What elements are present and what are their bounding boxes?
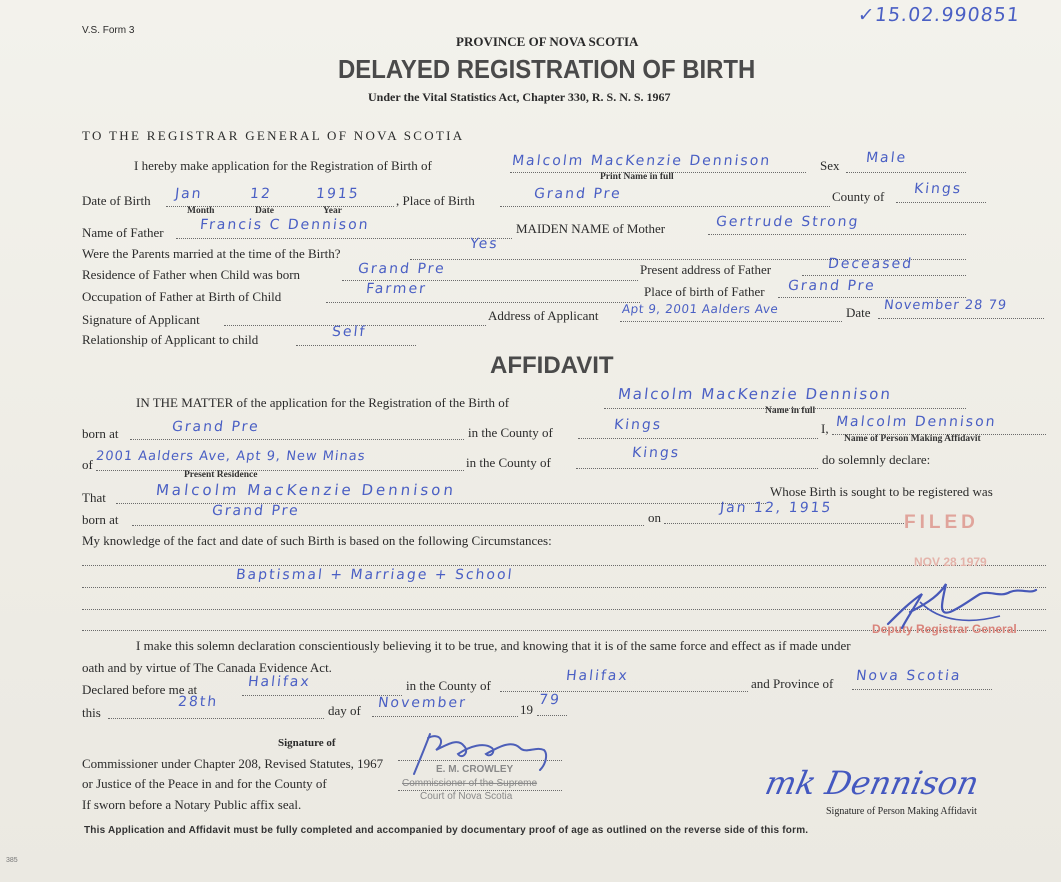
- father-pob-label: Place of birth of Father: [644, 284, 765, 299]
- day-of-label: day of: [328, 703, 361, 718]
- registrar-signature-icon: [880, 572, 1040, 636]
- affiant-signature: mk Dennison: [761, 764, 983, 802]
- registrar-address: TO THE REGISTRAR GENERAL OF NOVA SCOTIA: [82, 128, 465, 143]
- mother-line: [708, 234, 966, 235]
- province-field: Nova Scotia: [855, 668, 963, 684]
- born-at-line: [130, 439, 464, 440]
- residence2-field: 2001 Aalders Ave, Apt 9, New Minas: [95, 449, 367, 464]
- applicant-address-line: [620, 321, 842, 322]
- occupation-line: [326, 302, 640, 303]
- page-subtitle: Under the Vital Statistics Act, Chapter 330, R. S. N. S. 1967: [368, 90, 671, 104]
- relationship-line: [296, 345, 416, 346]
- married-label: Were the Parents married at the time of the Birth?: [82, 246, 341, 261]
- commissioner-stamp-court: Court of Nova Scotia: [420, 791, 513, 802]
- county-label: County of: [832, 189, 885, 204]
- registration-number: ✓15.02.990851: [856, 4, 1022, 26]
- notary-text: If sworn before a Notary Public affix seal.: [82, 797, 302, 812]
- date-caption: Date: [255, 206, 274, 216]
- affiant-i-label: I,: [821, 421, 829, 436]
- born-at2-line: [132, 525, 644, 526]
- pob-field: Grand Pre: [533, 186, 623, 202]
- mother-label: MAIDEN NAME of Mother: [516, 221, 666, 236]
- born-at-label: born at: [82, 426, 119, 441]
- affiant-signature-caption: Signature of Person Making Affidavit: [826, 806, 977, 817]
- commissioner-text: Commissioner under Chapter 208, Revised Statutes, 1967: [82, 756, 384, 771]
- commissioner-stamp-name: E. M. CROWLEY: [436, 764, 514, 775]
- month-field: November: [377, 695, 468, 711]
- on-field: Jan 12, 1915: [719, 500, 834, 516]
- matter-name-caption: Name in full: [765, 406, 816, 416]
- present-address-line: [802, 275, 966, 276]
- present-address-label: Present address of Father: [640, 262, 772, 277]
- signature-of-caption: Signature of: [278, 737, 336, 749]
- county-of-line: [578, 438, 818, 439]
- county3-label: in the County of: [406, 678, 491, 693]
- that-label: That: [82, 490, 106, 505]
- date-line: [878, 318, 1044, 319]
- footer-note: This Application and Affidavit must be fully completed and accompanied by documentary proof of age as outlined on the reverse side of this form.: [84, 825, 809, 836]
- month-line: [372, 716, 518, 717]
- county-of-field: Kings: [613, 417, 663, 433]
- commissioner-signature-icon: [400, 724, 570, 786]
- matter-text: IN THE MATTER of the application for the Registration of the Birth of: [136, 395, 510, 410]
- signature-label: Signature of Applicant: [82, 312, 200, 327]
- present-address-field: Deceased: [827, 256, 914, 272]
- form-number: V.S. Form 3: [82, 25, 135, 36]
- occupation-label: Occupation of Father at Birth of Child: [82, 289, 282, 304]
- whose-birth-text: Whose Birth is sought to be registered was: [770, 484, 993, 499]
- pob-line: [500, 206, 830, 207]
- circumstances-field: Baptismal + Marriage + School: [235, 567, 515, 583]
- filed-stamp-label: FILED: [904, 512, 979, 533]
- date-label: Date: [846, 305, 871, 320]
- date-field: November 28 79: [883, 298, 1008, 313]
- residence2-caption: Present Residence: [184, 470, 258, 480]
- declare-text: do solemnly declare:: [822, 452, 931, 467]
- county2-label: in the County of: [466, 455, 551, 470]
- father-line: [176, 238, 512, 239]
- dob-month-field: Jan: [174, 186, 204, 202]
- county2-field: Kings: [631, 445, 681, 461]
- filed-stamp-office: Deputy Registrar General: [872, 622, 1017, 636]
- born-at2-label: born at: [82, 512, 119, 527]
- province-heading: PROVINCE OF NOVA SCOTIA: [456, 34, 639, 49]
- county-field: Kings: [913, 181, 963, 197]
- year-caption: Year: [323, 206, 342, 216]
- occupation-field: Farmer: [365, 281, 428, 297]
- county-line: [896, 202, 986, 203]
- filed-stamp-date: NOV 28 1979: [914, 555, 987, 569]
- dob-year-field: 1915: [315, 186, 361, 202]
- affiant-name-caption: Name of Person Making Affidavit: [844, 434, 981, 444]
- child-name-field: Malcolm MacKenzie Dennison: [511, 153, 773, 169]
- applicant-address-label: Address of Applicant: [488, 308, 599, 323]
- solemn-line-1: I make this solemn declaration conscientiously believing it to be true, and knowing that it is of the same force and effect as if made under: [136, 638, 851, 653]
- matter-name-field: Malcolm MacKenzie Dennison: [617, 385, 893, 403]
- commissioner-stamp-title: Commissioner of the Supreme: [402, 778, 538, 789]
- sex-line: [846, 172, 966, 173]
- footer-code: 385: [6, 857, 18, 864]
- county2-line: [576, 468, 818, 469]
- this-label: this: [82, 705, 101, 720]
- county3-line: [500, 691, 748, 692]
- residence2-line: [96, 470, 464, 471]
- circumstances-line-1: [82, 565, 1046, 566]
- application-intro: I hereby make application for the Registration of Birth of: [134, 158, 432, 173]
- county-of-label: in the County of: [468, 425, 553, 440]
- mother-field: Gertrude Strong: [715, 214, 861, 230]
- applicant-address-field: Apt 9, 2001 Aalders Ave: [621, 302, 780, 316]
- affidavit-heading: AFFIDAVIT: [490, 352, 614, 379]
- on-label: on: [648, 510, 661, 525]
- father-pob-field: Grand Pre: [787, 278, 877, 294]
- affiant-name-field: Malcolm Dennison: [835, 414, 998, 430]
- father-label: Name of Father: [82, 225, 164, 240]
- province-line: [852, 689, 992, 690]
- knowledge-text: My knowledge of the fact and date of such Birth is based on the following Circumstances:: [82, 533, 552, 548]
- year-line: [537, 715, 567, 716]
- declared-label: Declared before me at: [82, 682, 198, 697]
- year-prefix: 19: [520, 702, 533, 717]
- residence-label: Residence of Father when Child was born: [82, 267, 301, 282]
- relationship-label: Relationship of Applicant to child: [82, 332, 259, 347]
- relationship-field: Self: [331, 324, 368, 340]
- born-at2-field: Grand Pre: [211, 503, 301, 519]
- dob-day-field: 12: [249, 186, 273, 202]
- pob-label: , Place of Birth: [396, 193, 475, 208]
- born-at-field: Grand Pre: [171, 419, 261, 435]
- sex-label: Sex: [820, 158, 840, 173]
- child-name-caption: Print Name in full: [600, 172, 674, 182]
- that-name-field: Malcolm MacKenzie Dennison: [155, 481, 457, 499]
- on-line: [664, 523, 904, 524]
- page-title: DELAYED REGISTRATION OF BIRTH: [338, 54, 756, 84]
- month-caption: Month: [187, 206, 215, 216]
- sex-field: Male: [865, 150, 909, 166]
- year-field: 79: [538, 692, 562, 708]
- of-label: of: [82, 457, 93, 472]
- declared-place-field: Halifax: [247, 674, 312, 690]
- father-field: Francis C Dennison: [199, 217, 371, 233]
- justice-text: or Justice of the Peace in and for the County of: [82, 776, 327, 791]
- married-field: Yes: [469, 236, 500, 252]
- day-line: [108, 718, 324, 719]
- county3-field: Halifax: [565, 668, 630, 684]
- province-label: and Province of: [751, 676, 834, 691]
- solemn-line-2: oath and by virtue of The Canada Evidence Act.: [82, 660, 332, 675]
- day-field: 28th: [177, 694, 220, 710]
- dob-label: Date of Birth: [82, 193, 151, 208]
- residence-field: Grand Pre: [357, 261, 447, 277]
